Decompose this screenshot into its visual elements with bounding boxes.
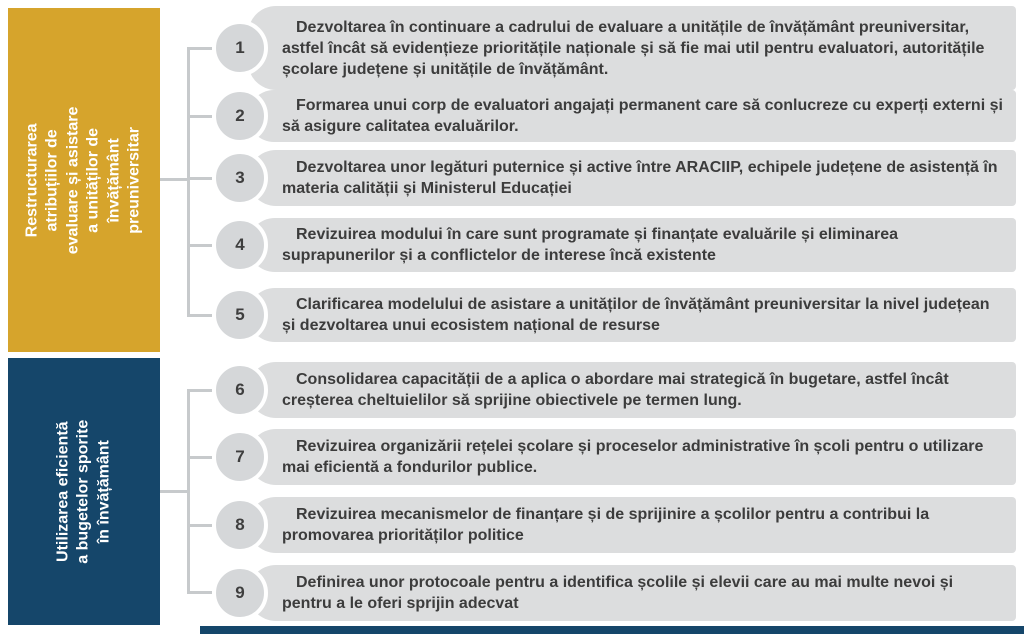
objective-row — [248, 218, 1016, 272]
objective-row — [248, 288, 1016, 342]
connector-line — [187, 314, 212, 317]
category-bar-budget — [8, 358, 160, 625]
connector-line — [187, 244, 212, 247]
objective-row — [248, 6, 1016, 90]
objective-text: Consolidarea capacității de a aplica o abordare mai strategică în bugetare, astfel încât creșterea cheltuielilor să sprijine obiectivele pe termen lung. — [282, 371, 949, 409]
objective-row — [248, 429, 1016, 485]
objective-number-badge: 7 — [212, 429, 268, 485]
objective-row — [248, 565, 1016, 621]
connector-line — [187, 115, 212, 118]
connector-line — [187, 591, 212, 594]
objective-number-badge: 8 — [212, 497, 268, 553]
objective-row — [248, 362, 1016, 418]
objective-text: Revizuirea organizării rețelei școlare și proceselor administrative în școli pentru o utilizare mai eficientă a fondurilor publice. — [282, 438, 984, 476]
objective-row — [248, 150, 1016, 206]
bottom-accent-bar — [200, 626, 1024, 634]
category-bar-evaluation-label: Restructurarea atribuțiilor de evaluare și asistare a unităților de învățământ preuniversitar — [23, 106, 143, 254]
objective-text: Revizuirea modului în care sunt programate și finanțate evaluările și eliminarea suprapunerilor și a conflictelor de interese încă existente — [282, 226, 898, 264]
category-bar-evaluation — [8, 8, 160, 352]
connector-line — [187, 456, 212, 459]
objective-row — [248, 497, 1016, 553]
objective-text: Dezvoltarea în continuare a cadrului de evaluare a unitățile de învățământ preuniversitar, astfel încât să evidențieze prioritățile naționale și să fie mai util pentru evaluatori, autoritățile școlare județene și unitățile de învățământ. — [282, 18, 985, 78]
connector-line — [187, 47, 212, 50]
connector-line — [187, 524, 212, 527]
connector-line — [160, 178, 190, 181]
objective-text: Clarificarea modelului de asistare a unităților de învățământ preuniversitar la nivel județean și dezvoltarea unui ecosistem național de resurse — [282, 296, 990, 334]
connector-line — [160, 490, 190, 493]
objective-number-badge: 4 — [212, 217, 268, 273]
connector-line — [187, 389, 190, 594]
objective-text: Formarea unui corp de evaluatori angajați permanent care să conlucreze cu experți externi și să asigure calitatea evaluărilor. — [282, 97, 1003, 135]
objective-number-badge: 9 — [212, 565, 268, 621]
category-bar-budget-label: Utilizarea eficientă a bugetelor sporite în învățământ — [54, 419, 113, 564]
objective-text: Revizuirea mecanismelor de finanțare și de sprijinire a școlilor pentru a contribui la promovarea priorităților politice — [282, 506, 930, 544]
connector-line — [187, 47, 190, 317]
objective-number-badge: 1 — [212, 20, 268, 76]
objective-number-badge: 6 — [212, 362, 268, 418]
objective-row — [248, 90, 1016, 142]
connector-line — [187, 177, 212, 180]
objective-text: Definirea unor protocoale pentru a identifica școlile și elevii care au mai multe nevoi și pentru a le oferi sprijin adecvat — [282, 574, 954, 612]
objective-text: Dezvoltarea unor legături puternice și active între ARACIIP, echipele județene de asistență în materia calității și Ministerul Educației — [282, 159, 998, 197]
objective-number-badge: 3 — [212, 150, 268, 206]
objective-number-badge: 5 — [212, 287, 268, 343]
connector-line — [187, 389, 212, 392]
objective-number-badge: 2 — [212, 88, 268, 144]
